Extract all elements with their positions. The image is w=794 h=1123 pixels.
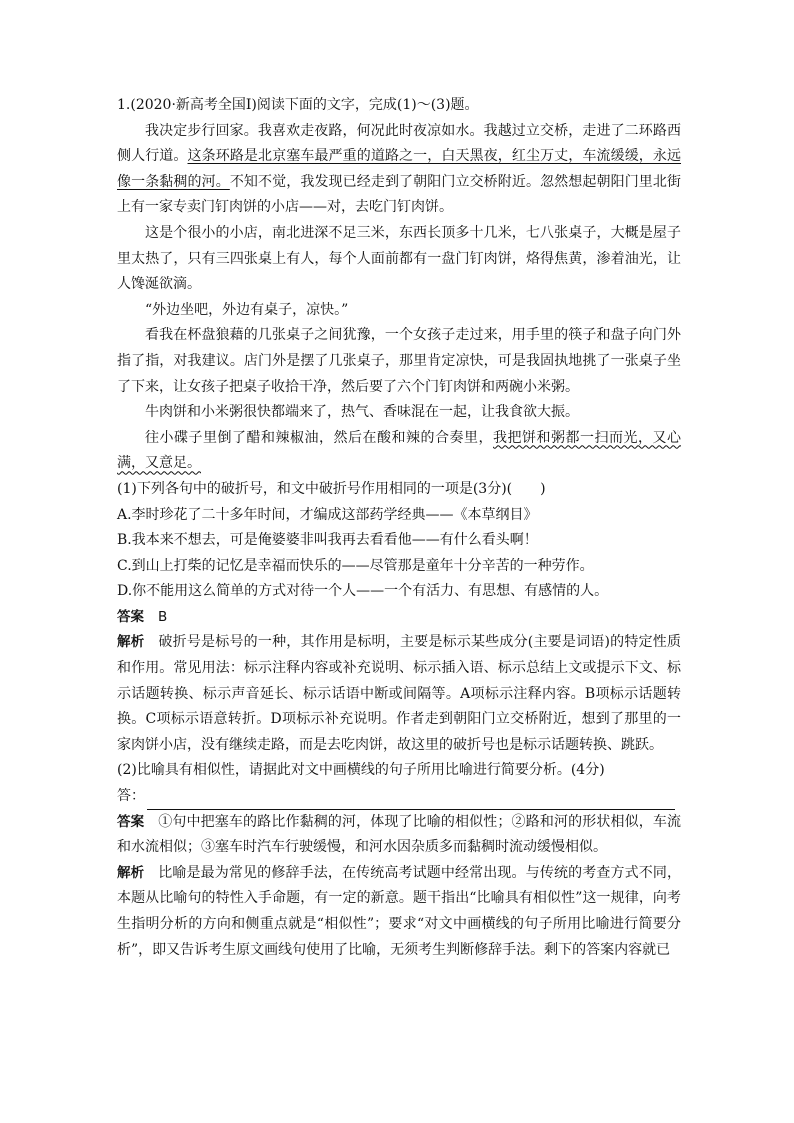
underlined-sentence: 这条环路是北京塞车最严重的道路之一，白天黑夜，红尘万丈，车流缓缓，永远像一条黏稠的河。 bbox=[117, 148, 682, 190]
analysis-label: 解析 bbox=[117, 634, 145, 651]
passage-paragraph-5: 牛肉饼和小米粥很快都端来了，热气、香味混在一起，让我食欲大振。 bbox=[145, 404, 579, 421]
passage-paragraph-4: 看我在杯盘狼藉的几张桌子之间犹豫，一个女孩子走过来，用手里的筷子和盘子向门外指了指，对我建议。店门外是摆了几张桌子，那里肯定凉快，可是我固执地挑了一张桌子坐了下来，让女孩子把桌子收拾干净，然后要了六个门钉肉饼和两碗小米粥。 bbox=[117, 327, 681, 395]
analysis-text: 比喻是最为常见的修辞手法，在传统高考试题中经常出现。与传统的考查方式不同，本题从比喻句的特性入手命题，有一定的新意。题干指出“比喻具有相似性”这一规律，向考生指明分析的方向和侧重点就是“相似性”；要求“对文中画横线的句子所用比喻进行简要分析”，即又告诉考生原文画线句使用了比喻，无须考生判断修辞手法。剩下的答案内容就已 bbox=[117, 864, 682, 958]
passage-p1-text-b: 不知不觉，我发现已经走到了朝阳门立交桥附近。忽然想起朝阳门里北街上有一家专卖门钉肉饼的小店——对，去吃门钉肉饼。 bbox=[117, 173, 682, 216]
answer-label: 答案 bbox=[117, 813, 145, 830]
sub-question-1-prompt: (1)下列各句中的破折号，和文中破折号作用相同的一项是(3分)( ) bbox=[117, 480, 546, 497]
answer-blank-line[interactable] bbox=[147, 791, 675, 810]
wavy-underlined-sentence: 我把饼和粥都一扫而光，又心满，又意足。 bbox=[117, 429, 681, 472]
option-c: C.到山上打柴的记忆是幸福而快乐的——尽管那是童年十分辛苦的一种劳作。 bbox=[117, 557, 594, 574]
answer-blank-row bbox=[117, 784, 681, 810]
sub-question-1-analysis bbox=[117, 630, 681, 758]
passage-p6-text-a: 往小碟子里倒了醋和辣椒油，然后在酸和辣的合奏里， bbox=[145, 429, 493, 446]
answer-value: B bbox=[158, 608, 168, 625]
passage-paragraph-2: 这是个很小的小店，南北进深不足三米，东西长顶多十几米，七八张桌子，大概是屋子里太热了，只有三四张桌上有人，每个人面前都有一盘门钉肉饼，烙得焦黄，渗着油光，让人馋涎欲滴。 bbox=[117, 224, 681, 293]
sub-question-2-prompt: (2)比喻具有相似性，请据此对文中画横线的句子所用比喻进行简要分析。(4分) bbox=[117, 762, 605, 779]
option-d: D.你不能用这么简单的方式对待一个人——一个有活力、有思想、有感情的人。 bbox=[117, 583, 609, 600]
document-page bbox=[117, 93, 681, 963]
option-a: A.李时珍花了二十多年时间，才编成这部药学经典——《本草纲目》 bbox=[117, 506, 538, 523]
passage-p1-text-a: 我决定步行回家。我喜欢走夜路，何况此时夜凉如水。我越过立交桥，走进了二环路西侧人行道。 bbox=[117, 122, 681, 165]
passage-paragraph-3: “外边坐吧，外边有桌子，凉快。” bbox=[145, 301, 349, 318]
answer-label: 答案 bbox=[117, 608, 144, 625]
sub-question-2-answer bbox=[117, 810, 681, 861]
sub-question-2-analysis bbox=[117, 861, 681, 963]
passage-paragraph-6 bbox=[117, 426, 681, 477]
passage-paragraph-1 bbox=[117, 119, 681, 221]
answer-blank-label: 答： bbox=[117, 788, 145, 805]
sub-question-1-answer bbox=[117, 605, 681, 631]
analysis-text: 破折号是标号的一种，其作用是标明，主要是标示某些成分(主要是词语)的特定性质和作用。常见用法：标示注释内容或补充说明、标示插入语、标示总结上文或提示下文、标示话题转换、标示声音延长、标示话语中断或间隔等。A项标示注释内容。B项标示话题转换。C项标示语意转折。D项标示补充说明。作者走到朝阳门立交桥附近，想到了那里的一家肉饼小店，没有继续走路，而是去吃肉饼，故这里的破折号也是标示话题转换、跳跃。 bbox=[117, 634, 682, 753]
question-header: 1.(2020·新高考全国Ⅰ)阅读下面的文字，完成(1)～(3)题。 bbox=[117, 97, 479, 113]
analysis-label: 解析 bbox=[117, 864, 145, 881]
option-b: B.我本来不想去，可是俺婆婆非叫我再去看看他——有什么看头啊！ bbox=[117, 532, 538, 549]
answer-text: ①句中把塞车的路比作黏稠的河，体现了比喻的相似性；②路和河的形状相似，车流和水流相似；③塞车时汽车行驶缓慢，和河水因杂质多而黏稠时流动缓慢相似。 bbox=[117, 813, 682, 856]
